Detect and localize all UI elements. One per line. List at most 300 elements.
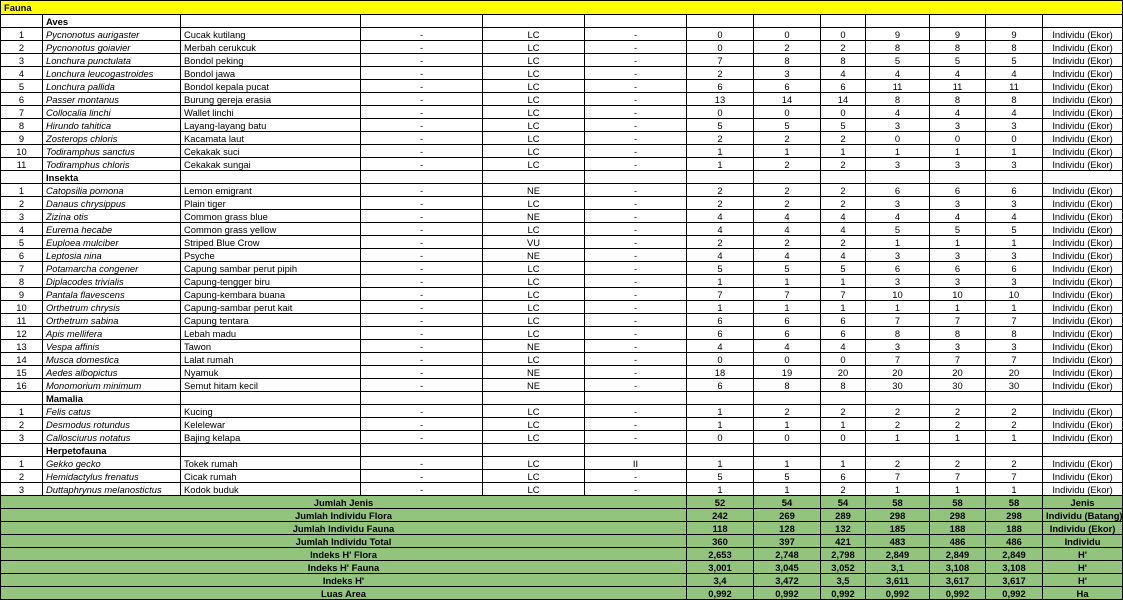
scientific-name: Todiramphus sanctus	[43, 145, 181, 158]
iucn-status: NE	[483, 210, 585, 223]
summary-row	[1, 509, 1123, 522]
group-header-row	[1, 15, 1123, 28]
col-status-1: -	[361, 210, 483, 223]
local-name: Kacamata laut	[181, 132, 361, 145]
count-1: 6	[687, 80, 754, 93]
unit: Individu (Ekor)	[1043, 197, 1123, 210]
row-number: 6	[1, 93, 43, 106]
summary-label: Jumlah Individu Total	[1, 535, 687, 548]
row-number: 11	[1, 314, 43, 327]
count-4: 1	[866, 483, 930, 496]
count-2: 7	[754, 288, 821, 301]
count-5: 3	[930, 119, 986, 132]
count-4: 3	[866, 158, 930, 171]
group-blank-cell	[866, 15, 930, 28]
summary-value: 3,045	[754, 561, 821, 574]
scientific-name: Danaus chrysippus	[43, 197, 181, 210]
count-3: 1	[821, 418, 866, 431]
count-2: 2	[754, 405, 821, 418]
scientific-name: Lonchura leucogastroides	[43, 67, 181, 80]
iucn-status: LC	[483, 93, 585, 106]
group-name: Aves	[43, 15, 181, 28]
count-4: 3	[866, 249, 930, 262]
count-1: 0	[687, 41, 754, 54]
iucn-status: LC	[483, 197, 585, 210]
summary-label: Indeks H' Flora	[1, 548, 687, 561]
count-3: 2	[821, 483, 866, 496]
scientific-name: Apis mellifera	[43, 327, 181, 340]
count-3: 4	[821, 223, 866, 236]
iucn-status: LC	[483, 80, 585, 93]
count-4: 11	[866, 80, 930, 93]
count-6: 3	[986, 340, 1043, 353]
local-name: Capung-tengger biru	[181, 275, 361, 288]
count-2: 2	[754, 41, 821, 54]
unit: Individu (Ekor)	[1043, 275, 1123, 288]
table-row	[1, 210, 1123, 223]
count-1: 4	[687, 249, 754, 262]
local-name: Bajing kelapa	[181, 431, 361, 444]
table-row	[1, 457, 1123, 470]
unit: Individu (Ekor)	[1043, 145, 1123, 158]
group-blank-cell	[821, 171, 866, 184]
col-status-1: -	[361, 145, 483, 158]
summary-value: 3,472	[754, 574, 821, 587]
count-6: 3	[986, 197, 1043, 210]
summary-value: 0,992	[866, 587, 930, 600]
col-status-1: -	[361, 28, 483, 41]
count-5: 7	[930, 470, 986, 483]
unit: Individu (Ekor)	[1043, 301, 1123, 314]
local-name: Bondol kepala pucat	[181, 80, 361, 93]
summary-value: 3,5	[821, 574, 866, 587]
group-blank-cell	[930, 444, 986, 457]
group-blank-cell	[483, 15, 585, 28]
count-3: 2	[821, 405, 866, 418]
count-2: 2	[754, 132, 821, 145]
count-6: 2	[986, 457, 1043, 470]
group-name: Herpetofauna	[43, 444, 181, 457]
count-6: 8	[986, 93, 1043, 106]
iucn-status: LC	[483, 483, 585, 496]
group-blank-cell	[986, 444, 1043, 457]
table-row	[1, 54, 1123, 67]
col-status-1: -	[361, 223, 483, 236]
local-name: Lemon emigrant	[181, 184, 361, 197]
count-3: 0	[821, 353, 866, 366]
row-number: 7	[1, 262, 43, 275]
summary-value: 298	[986, 509, 1043, 522]
count-2: 1	[754, 457, 821, 470]
row-number: 10	[1, 301, 43, 314]
count-6: 10	[986, 288, 1043, 301]
unit: Individu (Ekor)	[1043, 80, 1123, 93]
col-status-1: -	[361, 275, 483, 288]
scientific-name: Catopsilia pomona	[43, 184, 181, 197]
iucn-status: LC	[483, 301, 585, 314]
summary-label: Luas Area	[1, 587, 687, 600]
scientific-name: Orthetrum sabina	[43, 314, 181, 327]
cites-status: -	[585, 262, 687, 275]
table-row	[1, 431, 1123, 444]
count-6: 1	[986, 301, 1043, 314]
row-number: 2	[1, 418, 43, 431]
count-6: 4	[986, 106, 1043, 119]
scientific-name: Pycnonotus goiavier	[43, 41, 181, 54]
count-2: 0	[754, 431, 821, 444]
count-5: 10	[930, 288, 986, 301]
row-number: 1	[1, 28, 43, 41]
unit: Individu (Ekor)	[1043, 93, 1123, 106]
count-4: 9	[866, 28, 930, 41]
group-blank-cell	[866, 392, 930, 405]
row-number: 8	[1, 119, 43, 132]
local-name: Kucing	[181, 405, 361, 418]
group-blank-cell	[181, 444, 361, 457]
count-2: 2	[754, 197, 821, 210]
local-name: Tokek rumah	[181, 457, 361, 470]
summary-row	[1, 535, 1123, 548]
col-status-1: -	[361, 314, 483, 327]
group-blank-cell	[986, 171, 1043, 184]
cites-status: -	[585, 470, 687, 483]
local-name: Plain tiger	[181, 197, 361, 210]
iucn-status: LC	[483, 405, 585, 418]
iucn-status: LC	[483, 145, 585, 158]
group-blank-cell	[687, 15, 754, 28]
cites-status: -	[585, 301, 687, 314]
count-5: 7	[930, 353, 986, 366]
summary-value: 0,992	[687, 587, 754, 600]
group-blank-cell	[585, 392, 687, 405]
row-number: 8	[1, 275, 43, 288]
count-4: 4	[866, 210, 930, 223]
summary-value: 188	[930, 522, 986, 535]
col-status-1: -	[361, 119, 483, 132]
count-4: 7	[866, 314, 930, 327]
iucn-status: LC	[483, 288, 585, 301]
iucn-status: LC	[483, 275, 585, 288]
table-row	[1, 236, 1123, 249]
count-6: 1	[986, 145, 1043, 158]
summary-label: Jumlah Individu Fauna	[1, 522, 687, 535]
count-2: 4	[754, 210, 821, 223]
row-number: 13	[1, 340, 43, 353]
group-blank-cell	[821, 392, 866, 405]
count-5: 3	[930, 340, 986, 353]
cites-status: -	[585, 158, 687, 171]
table-row	[1, 301, 1123, 314]
col-status-1: -	[361, 418, 483, 431]
group-blank-cell	[754, 392, 821, 405]
count-2: 5	[754, 119, 821, 132]
count-6: 1	[986, 236, 1043, 249]
count-4: 8	[866, 41, 930, 54]
group-blank-cell	[361, 171, 483, 184]
count-1: 1	[687, 275, 754, 288]
local-name: Striped Blue Crow	[181, 236, 361, 249]
summary-value: 58	[930, 496, 986, 509]
table-row	[1, 67, 1123, 80]
summary-value: 3,1	[866, 561, 930, 574]
count-5: 3	[930, 275, 986, 288]
group-blank-cell	[930, 392, 986, 405]
local-name: Capung tentara	[181, 314, 361, 327]
scientific-name: Callosciurus notatus	[43, 431, 181, 444]
summary-value: 2,748	[754, 548, 821, 561]
summary-value: 3,108	[930, 561, 986, 574]
count-2: 4	[754, 249, 821, 262]
col-status-1: -	[361, 457, 483, 470]
iucn-status: NE	[483, 249, 585, 262]
unit: Individu (Ekor)	[1043, 28, 1123, 41]
count-2: 8	[754, 54, 821, 67]
iucn-status: LC	[483, 353, 585, 366]
scientific-name: Musca domestica	[43, 353, 181, 366]
local-name: Common grass blue	[181, 210, 361, 223]
summary-unit: H'	[1043, 574, 1123, 587]
count-6: 2	[986, 405, 1043, 418]
scientific-name: Lonchura punctulata	[43, 54, 181, 67]
row-number: 16	[1, 379, 43, 392]
count-2: 1	[754, 301, 821, 314]
count-6: 6	[986, 184, 1043, 197]
local-name: Tawon	[181, 340, 361, 353]
scientific-name: Aedes albopictus	[43, 366, 181, 379]
count-2: 3	[754, 67, 821, 80]
group-blank-cell	[1, 171, 43, 184]
count-5: 11	[930, 80, 986, 93]
scientific-name: Felis catus	[43, 405, 181, 418]
summary-row	[1, 522, 1123, 535]
count-6: 3	[986, 249, 1043, 262]
count-2: 1	[754, 275, 821, 288]
summary-value: 397	[754, 535, 821, 548]
count-5: 4	[930, 106, 986, 119]
group-header-row	[1, 444, 1123, 457]
count-4: 8	[866, 327, 930, 340]
row-number: 3	[1, 431, 43, 444]
local-name: Merbah cerukcuk	[181, 41, 361, 54]
col-status-1: -	[361, 353, 483, 366]
count-5: 4	[930, 210, 986, 223]
count-2: 0	[754, 28, 821, 41]
scientific-name: Vespa affinis	[43, 340, 181, 353]
row-number: 12	[1, 327, 43, 340]
count-3: 2	[821, 184, 866, 197]
unit: Individu (Ekor)	[1043, 483, 1123, 496]
unit: Individu (Ekor)	[1043, 470, 1123, 483]
count-1: 6	[687, 327, 754, 340]
summary-value: 118	[687, 522, 754, 535]
count-5: 1	[930, 236, 986, 249]
count-6: 7	[986, 314, 1043, 327]
col-status-1: -	[361, 93, 483, 106]
scientific-name: Diplacodes trivialis	[43, 275, 181, 288]
summary-row	[1, 496, 1123, 509]
iucn-status: NE	[483, 366, 585, 379]
group-blank-cell	[1043, 171, 1123, 184]
count-4: 6	[866, 262, 930, 275]
count-3: 6	[821, 327, 866, 340]
summary-value: 2,849	[930, 548, 986, 561]
summary-unit: Ha	[1043, 587, 1123, 600]
col-status-1: -	[361, 80, 483, 93]
count-4: 1	[866, 145, 930, 158]
unit: Individu (Ekor)	[1043, 249, 1123, 262]
unit: Individu (Ekor)	[1043, 314, 1123, 327]
group-blank-cell	[1043, 444, 1123, 457]
table-row	[1, 132, 1123, 145]
count-1: 5	[687, 119, 754, 132]
scientific-name: Collocalia linchi	[43, 106, 181, 119]
cites-status: -	[585, 275, 687, 288]
count-5: 8	[930, 41, 986, 54]
summary-value: 58	[986, 496, 1043, 509]
table-row	[1, 405, 1123, 418]
local-name: Capung-sambar perut kait	[181, 301, 361, 314]
scientific-name: Passer montanus	[43, 93, 181, 106]
cites-status: -	[585, 431, 687, 444]
count-6: 3	[986, 119, 1043, 132]
count-3: 2	[821, 41, 866, 54]
count-6: 3	[986, 158, 1043, 171]
group-blank-cell	[754, 15, 821, 28]
unit: Individu (Ekor)	[1043, 158, 1123, 171]
table-row	[1, 41, 1123, 54]
count-4: 8	[866, 93, 930, 106]
summary-value: 486	[986, 535, 1043, 548]
cites-status: -	[585, 236, 687, 249]
count-1: 7	[687, 54, 754, 67]
col-status-1: -	[361, 158, 483, 171]
count-1: 2	[687, 236, 754, 249]
count-4: 7	[866, 353, 930, 366]
count-2: 5	[754, 262, 821, 275]
count-3: 6	[821, 470, 866, 483]
cites-status: -	[585, 418, 687, 431]
group-blank-cell	[930, 15, 986, 28]
table-row	[1, 418, 1123, 431]
local-name: Layang-layang batu	[181, 119, 361, 132]
group-blank-cell	[1, 444, 43, 457]
summary-value: 298	[866, 509, 930, 522]
table-row	[1, 262, 1123, 275]
scientific-name: Hemidactylus frenatus	[43, 470, 181, 483]
row-number: 2	[1, 470, 43, 483]
group-blank-cell	[687, 392, 754, 405]
local-name: Kodok buduk	[181, 483, 361, 496]
iucn-status: LC	[483, 470, 585, 483]
unit: Individu (Ekor)	[1043, 54, 1123, 67]
count-5: 2	[930, 457, 986, 470]
local-name: Wallet linchi	[181, 106, 361, 119]
col-status-1: -	[361, 288, 483, 301]
cites-status: -	[585, 340, 687, 353]
summary-value: 289	[821, 509, 866, 522]
summary-value: 360	[687, 535, 754, 548]
count-2: 6	[754, 314, 821, 327]
count-5: 8	[930, 93, 986, 106]
count-3: 20	[821, 366, 866, 379]
group-blank-cell	[986, 15, 1043, 28]
count-5: 30	[930, 379, 986, 392]
cites-status: -	[585, 145, 687, 158]
summary-value: 3,617	[930, 574, 986, 587]
row-number: 4	[1, 67, 43, 80]
unit: Individu (Ekor)	[1043, 67, 1123, 80]
group-blank-cell	[754, 444, 821, 457]
count-5: 5	[930, 223, 986, 236]
local-name: Capung sambar perut pipih	[181, 262, 361, 275]
group-blank-cell	[361, 444, 483, 457]
count-4: 3	[866, 340, 930, 353]
summary-value: 242	[687, 509, 754, 522]
count-6: 7	[986, 470, 1043, 483]
summary-value: 298	[930, 509, 986, 522]
count-6: 0	[986, 132, 1043, 145]
group-blank-cell	[866, 171, 930, 184]
table-row	[1, 145, 1123, 158]
col-status-1: -	[361, 327, 483, 340]
summary-value: 3,108	[986, 561, 1043, 574]
summary-value: 3,611	[866, 574, 930, 587]
count-6: 3	[986, 275, 1043, 288]
scientific-name: Pycnonotus aurigaster	[43, 28, 181, 41]
count-3: 6	[821, 80, 866, 93]
count-5: 20	[930, 366, 986, 379]
group-blank-cell	[585, 171, 687, 184]
summary-value: 54	[821, 496, 866, 509]
iucn-status: LC	[483, 327, 585, 340]
summary-value: 54	[754, 496, 821, 509]
count-5: 2	[930, 405, 986, 418]
group-blank-cell	[361, 15, 483, 28]
count-1: 0	[687, 106, 754, 119]
count-6: 30	[986, 379, 1043, 392]
scientific-name: Hirundo tahitica	[43, 119, 181, 132]
count-5: 1	[930, 145, 986, 158]
count-4: 5	[866, 54, 930, 67]
count-3: 5	[821, 262, 866, 275]
cites-status: -	[585, 366, 687, 379]
scientific-name: Leptosia nina	[43, 249, 181, 262]
count-5: 0	[930, 132, 986, 145]
col-status-1: -	[361, 197, 483, 210]
count-5: 1	[930, 431, 986, 444]
summary-value: 188	[986, 522, 1043, 535]
count-3: 14	[821, 93, 866, 106]
summary-unit: Jenis	[1043, 496, 1123, 509]
count-1: 5	[687, 470, 754, 483]
scientific-name: Eurema hecabe	[43, 223, 181, 236]
col-status-1: -	[361, 54, 483, 67]
iucn-status: LC	[483, 119, 585, 132]
unit: Individu (Ekor)	[1043, 457, 1123, 470]
summary-value: 269	[754, 509, 821, 522]
group-blank-cell	[687, 444, 754, 457]
count-3: 1	[821, 457, 866, 470]
count-3: 8	[821, 54, 866, 67]
summary-value: 0,992	[821, 587, 866, 600]
count-2: 6	[754, 80, 821, 93]
count-6: 9	[986, 28, 1043, 41]
count-1: 1	[687, 301, 754, 314]
col-status-1: -	[361, 67, 483, 80]
count-4: 3	[866, 197, 930, 210]
count-1: 1	[687, 457, 754, 470]
summary-row	[1, 587, 1123, 600]
